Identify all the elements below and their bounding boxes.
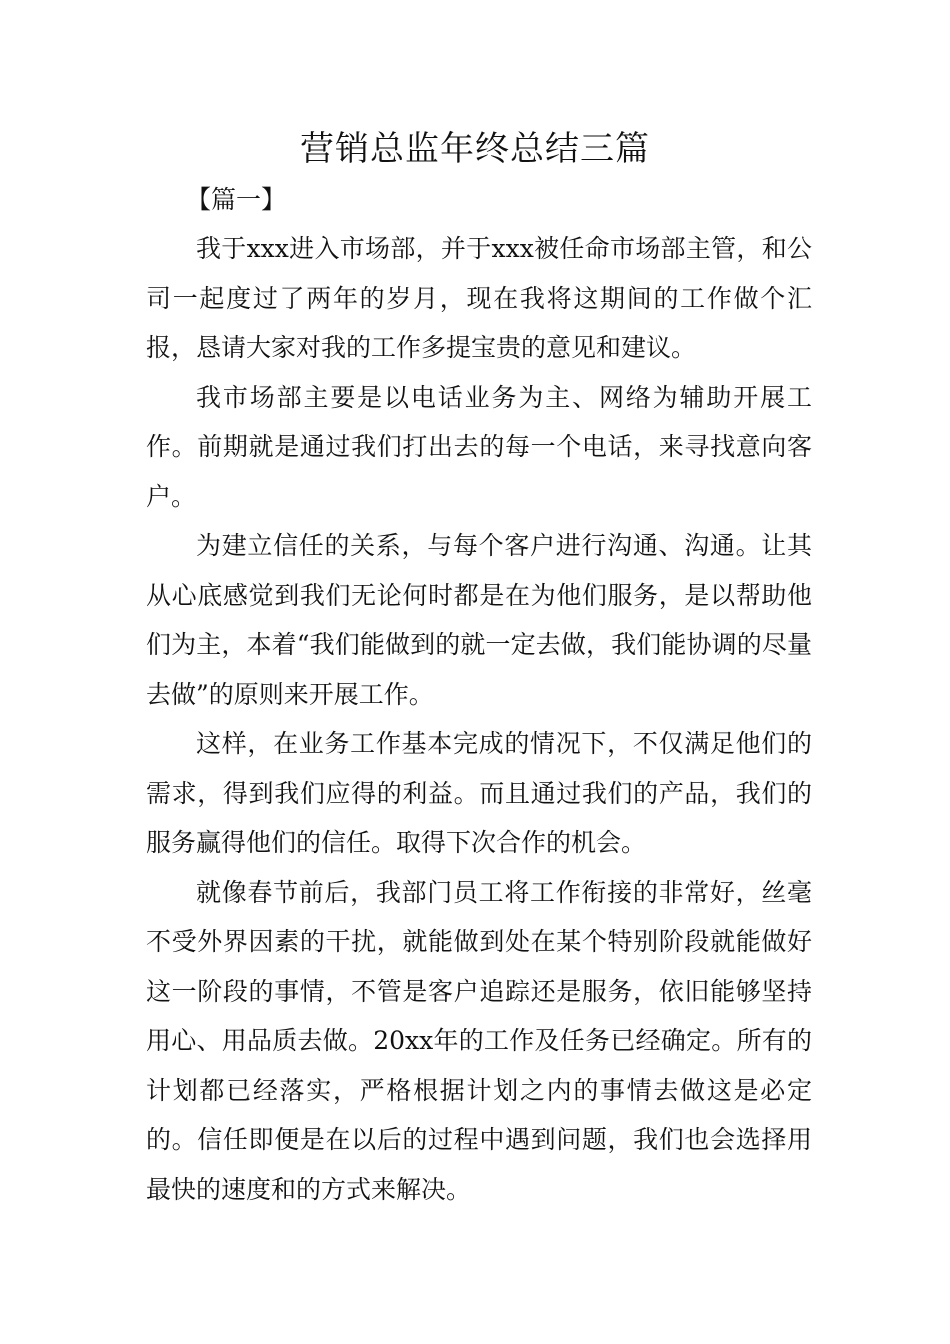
document-body	[146, 224, 812, 1214]
paragraph-5: 就像春节前后，我部门员工将工作衔接的非常好，丝毫不受外界因素的干扰，就能做到处在某个特别阶段就能做好这一阶段的事情，不管是客户追踪还是服务，依旧能够坚持用心、用品质去做。20xx年的工作及任务已经确定。所有的计划都已经落实，严格根据计划之内的事情去做这是必定的。信任即便是在以后的过程中遇到问题，我们也会选择用最快的速度和的方式来解决。	[146, 877, 812, 1204]
section-label: 【篇一】	[186, 185, 287, 214]
paragraph-3: 为建立信任的关系，与每个客户进行沟通、沟通。让其从心底感觉到我们无论何时都是在为他们服务，是以帮助他们为主，本着“我们能做到的就一定去做，我们能协调的尽量去做”的原则来开展工作。	[146, 531, 812, 709]
paragraph-1: 我于xxx进入市场部，并于xxx被任命市场部主管，和公司一起度过了两年的岁月，现在我将这期间的工作做个汇报，恳请大家对我的工作多提宝贵的意见和建议。	[146, 234, 812, 362]
document-title: 营销总监年终总结三篇	[300, 129, 650, 169]
paragraph-4: 这样，在业务工作基本完成的情况下，不仅满足他们的需求，得到我们应得的利益。而且通过我们的产品，我们的服务赢得他们的信任。取得下次合作的机会。	[146, 729, 812, 857]
paragraph-2: 我市场部主要是以电话业务为主、网络为辅助开展工作。前期就是通过我们打出去的每一个电话，来寻找意向客户。	[146, 382, 812, 511]
